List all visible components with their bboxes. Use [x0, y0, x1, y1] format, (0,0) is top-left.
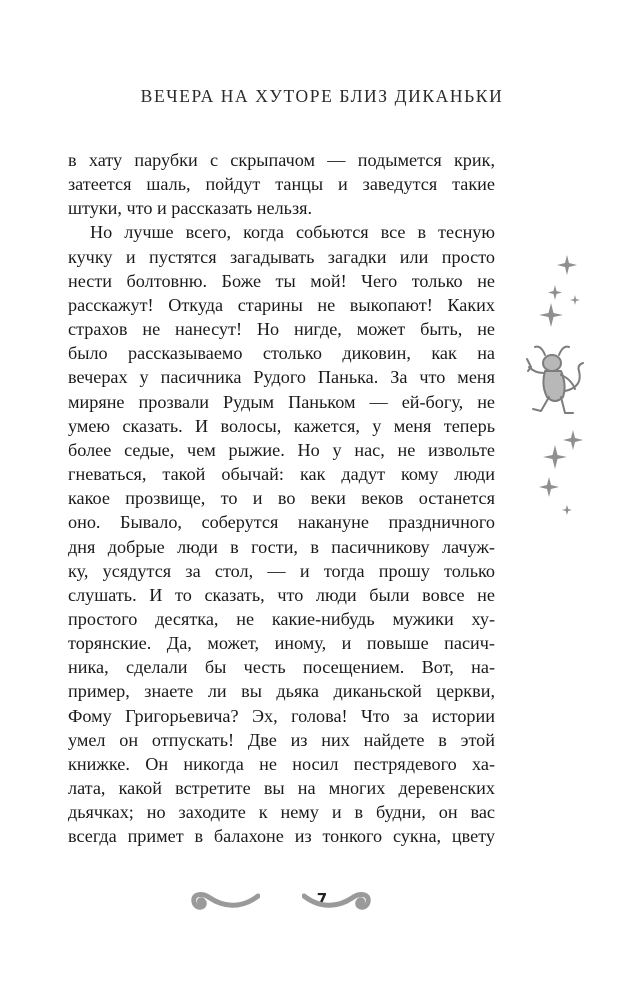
text-line: штуки, что и рассказать нельзя. — [68, 198, 313, 219]
text-line: более седые, чем рыжие. Но у нас, не извольте — [68, 439, 495, 460]
text-line: лата, какой встретите вы на многих деревенских — [68, 778, 495, 799]
text-line: нести болтовню. Боже ты мой! Чего только не — [68, 270, 495, 291]
text-line: затеется шаль, пойдут танцы и заведутся такие — [68, 174, 495, 195]
text-line: миряне прозвали Рудым Паньком — ей-богу, не — [68, 391, 495, 412]
text-line: было рассказываемо столько диковин, как на — [68, 343, 495, 364]
text-line: гневаться, такой обычай: как дадут кому люди — [68, 464, 495, 485]
text-line: умел он отпускать! Две из них найдете в этой — [68, 729, 495, 750]
text-line: в хату парубки с скрыпачом — подымется крик, — [68, 150, 495, 170]
text-line: слушать. И то сказать, что люди были вовсе не — [68, 584, 495, 605]
text-line: страхов не нанесут! Но нигде, может быть, не — [68, 319, 495, 340]
text-line: Но лучше всего, когда собьются все в тесную — [90, 222, 495, 243]
text-line: кучку и пустятся загадывать загадки или просто — [68, 246, 495, 267]
text-line: дьячках; но заходите к нему и в будни, он вас — [68, 802, 495, 823]
text-line: вечерах у пасичника Рудого Панька. За что меня — [68, 367, 495, 388]
text-line: книжке. Он никогда не носил пестрядевого ха- — [68, 753, 495, 774]
running-header: ВЕЧЕРА НА ХУТОРЕ БЛИЗ ДИКАНЬКИ — [140, 86, 504, 106]
text-line: оно. Бывало, соберутся накануне праздничного — [68, 512, 495, 533]
text-line: простого десятка, не какие-нибудь мужики ху- — [68, 608, 495, 629]
text-line: пример, знаете ли вы дьяка диканьской церкви, — [68, 681, 495, 702]
right-ornament-icon — [302, 886, 374, 916]
page-number: 7 — [316, 890, 328, 908]
text-line: умею сказать. И волосы, кажется, у меня теперь — [68, 415, 495, 436]
text-line: дня добрые люди в гости, в пасичникову лачуж- — [68, 536, 495, 557]
text-line: ника, сделали бы честь посещением. Вот, на- — [68, 657, 495, 678]
devil-with-stars-icon — [515, 255, 595, 530]
text-line: какое прозвище, то и во веки веков останется — [68, 488, 495, 509]
text-line: ку, усядутся за стол, — и тогда прошу только — [68, 560, 495, 581]
body-text — [68, 148, 495, 849]
text-line: расскажут! Откуда старины не выкопают! Каких — [68, 294, 495, 315]
text-line: всегда примет в балахоне из тонкого сукна, цвету — [68, 826, 495, 847]
text-line: Фому Григорьевича? Эх, голова! Что за истории — [68, 705, 495, 726]
page-footer — [0, 882, 644, 922]
text-line: торянские. Да, может, иному, и повыше пасич- — [68, 633, 495, 654]
